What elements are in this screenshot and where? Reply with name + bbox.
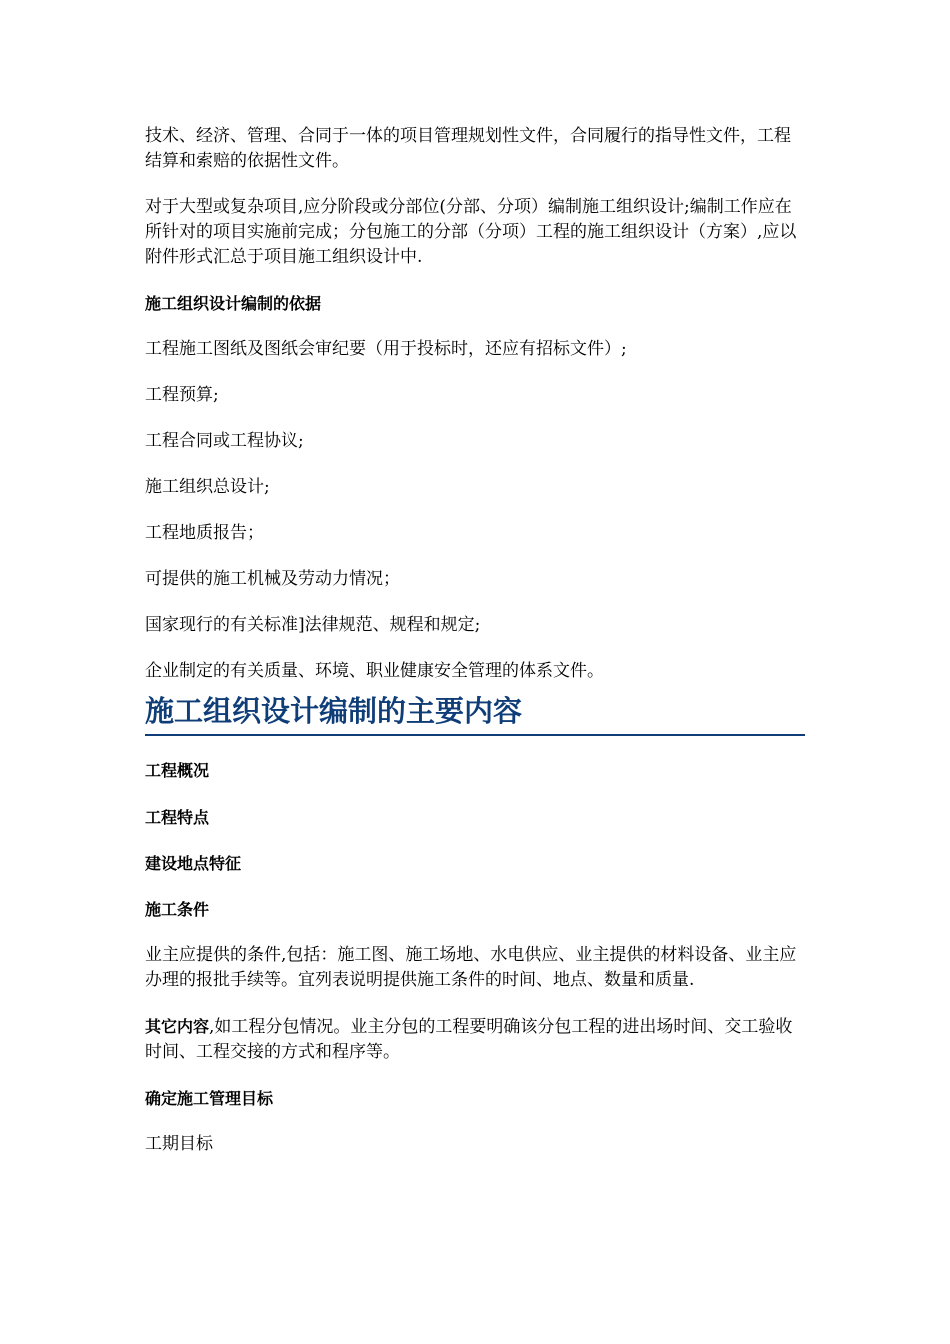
schedule-target: 工期目标 <box>145 1134 213 1154</box>
basis-item-drawings: 工程施工图纸及图纸会审纪要（用于投标时，还应有招标文件）; <box>145 339 627 359</box>
heading-site: 建设地点特征 <box>145 854 242 873</box>
other-content-text: ,如工程分包情况。业主分包的工程要明确该分包工程的进出场时间、交工验收时间、工程交接的方式和程序等。 <box>145 1017 793 1062</box>
basis-item-general-design: 施工组织总设计; <box>145 477 270 497</box>
section-title: 施工组织设计编制的主要内容 <box>145 692 805 736</box>
basis-item-machinery: 可提供的施工机械及劳动力情况； <box>145 569 400 589</box>
heading-conditions: 施工条件 <box>145 900 210 919</box>
basis-item-contract: 工程合同或工程协议; <box>145 431 304 451</box>
other-content-label: 其它内容 <box>145 1017 210 1036</box>
heading-targets: 确定施工管理目标 <box>145 1089 274 1108</box>
basis-item-standards: 国家现行的有关标准]法律规范、规程和规定; <box>145 615 481 635</box>
basis-item-management-system: 企业制定的有关质量、环境、职业健康安全管理的体系文件。 <box>145 661 604 681</box>
conditions-paragraph: 业主应提供的条件,包括：施工图、施工场地、水电供应、业主提供的材料设备、业主应办理的报批手续等。宜列表说明提供施工条件的时间、地点、数量和质量. <box>145 945 797 990</box>
basis-item-budget: 工程预算; <box>145 385 219 405</box>
intro-paragraph-2: 对于大型或复杂项目,应分阶段或分部位(分部、分项）编制施工组织设计;编制工作应在所针对的项目实施前完成；分包施工的分部（分项）工程的施工组织设计（方案）,应以附件形式汇总于项目施工组织设计中. <box>145 197 797 267</box>
heading-features: 工程特点 <box>145 808 210 827</box>
other-content-paragraph <box>145 1014 805 1065</box>
intro-paragraph-1: 技术、经济、管理、合同于一体的项目管理规划性文件，合同履行的指导性文件，工程结算和索赔的依据性文件。 <box>145 126 791 171</box>
heading-overview: 工程概况 <box>145 761 210 780</box>
basis-item-geology: 工程地质报告； <box>145 523 264 543</box>
basis-heading: 施工组织设计编制的依据 <box>145 294 322 313</box>
document-content <box>145 124 805 1157</box>
